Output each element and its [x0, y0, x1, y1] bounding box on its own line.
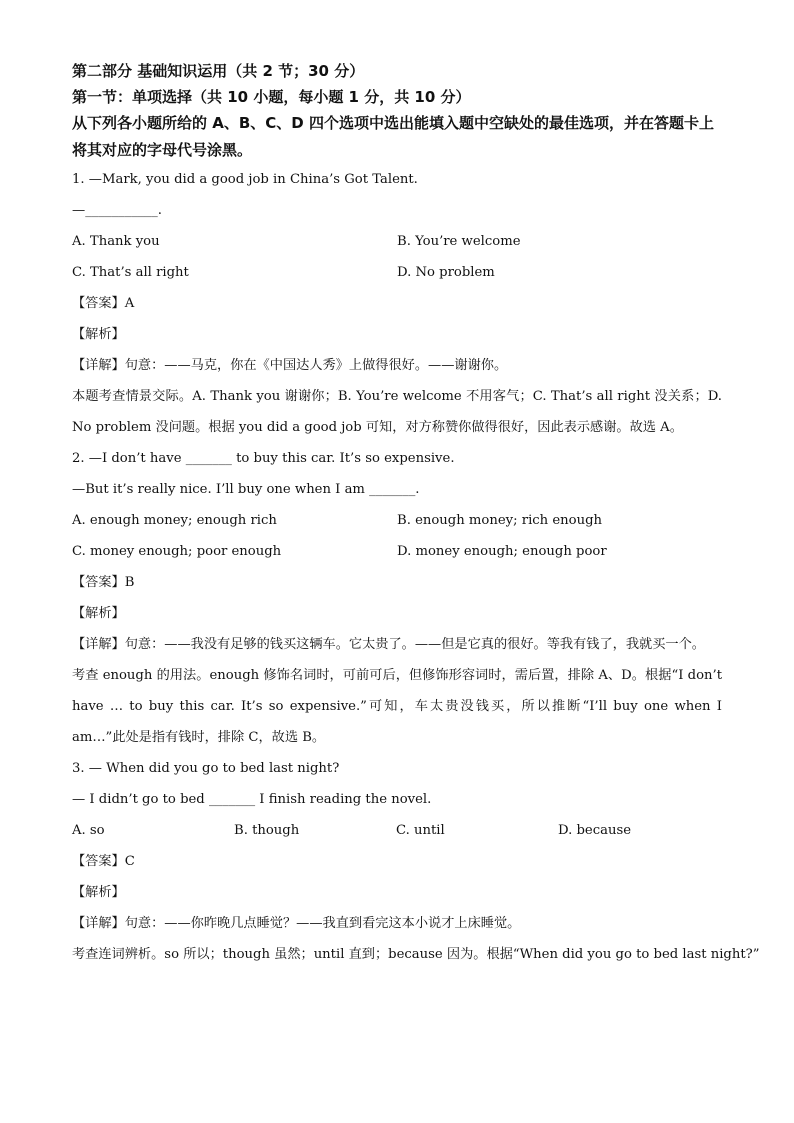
- answer-label: 【答案】: [72, 296, 125, 311]
- option-d: D. No problem: [397, 265, 495, 280]
- question-3-detail-2: 考查连词辨析。so 所以；though 虽然；until 直到；because 因为。根据“When did you go to bed last night?”: [72, 947, 760, 962]
- option-a: A. enough money; enough rich: [72, 513, 277, 528]
- question-2-detail-1: 【详解】句意：——我没有足够的钱买这辆车。它太贵了。——但是它真的很好。等我有钱了，我就买一个。: [72, 637, 705, 652]
- question-2-options-row-1: [72, 505, 722, 536]
- option-c: C. until: [396, 823, 445, 838]
- option-d: D. money enough; enough poor: [397, 544, 607, 559]
- option-a: A. so: [72, 823, 105, 838]
- question-2-stem-line-1: 2. —I don’t have _______ to buy this car. It’s so expensive.: [72, 451, 455, 466]
- answer-label: 【答案】: [72, 854, 125, 869]
- answer-value: B: [124, 575, 135, 590]
- option-a: A. Thank you: [72, 234, 160, 249]
- option-b: B. though: [234, 823, 300, 838]
- question-3: [72, 753, 760, 970]
- answer-value: A: [124, 296, 135, 311]
- question-2-options-row-2: [72, 536, 722, 567]
- question-1-stem-line-2: —___________.: [72, 203, 162, 218]
- question-1-stem-line-1: 1. —Mark, you did a good job in China’s Got Talent.: [72, 172, 418, 187]
- question-1-answer: [72, 288, 722, 319]
- question-3-stem-line-2: — I didn’t go to bed _______ I finish reading the novel.: [72, 792, 432, 807]
- analysis-label: 【解析】: [72, 606, 125, 621]
- option-b: B. You’re welcome: [397, 234, 521, 249]
- question-2-detail-2: 考查 enough 的用法。enough 修饰名词时，可前可后，但修饰形容词时，需后置，排除 A、D。根据“I don’t have … to buy this car. It’s so expensive.”可知，车太贵没钱买，所以推断“I’ll buy one when I am…”此处是指有钱时，排除 C，故选 B。: [72, 668, 722, 745]
- answer-value: C: [124, 854, 135, 869]
- option-d: D. because: [558, 823, 632, 838]
- question-3-detail-1: 【详解】句意：——你昨晚几点睡觉？——我直到看完这本小说才上床睡觉。: [72, 916, 521, 931]
- question-2-analysis-label: [72, 598, 722, 629]
- question-3-answer: [72, 846, 722, 877]
- option-c: C. That’s all right: [72, 265, 189, 280]
- option-b: B. enough money; rich enough: [397, 513, 603, 528]
- analysis-label: 【解析】: [72, 885, 125, 900]
- question-1-detail-2: 本题考查情景交际。A. Thank you 谢谢你；B. You’re welcome 不用客气；C. That’s all right 没关系；D. No problem 没问题。根据 you did a good job 可知，对方称赞你做得很好，因此表示感谢。故选 A。: [72, 389, 722, 435]
- question-3-stem-line-1: 3. — When did you go to bed last night?: [72, 761, 340, 776]
- question-1-detail-1: 【详解】句意：——马克，你在《中国达人秀》上做得很好。——谢谢你。: [72, 358, 508, 373]
- question-3-options-row: [72, 815, 722, 846]
- question-2-answer: [72, 567, 722, 598]
- answer-label: 【答案】: [72, 575, 125, 590]
- document-page: [72, 58, 760, 970]
- question-2: [72, 443, 722, 753]
- analysis-label: 【解析】: [72, 327, 125, 342]
- option-c: C. money enough; poor enough: [72, 544, 282, 559]
- question-1-analysis-label: [72, 319, 722, 350]
- section-title: 第二部分 基础知识运用（共 2 节；30 分）: [72, 62, 365, 80]
- question-1-options-row-2: [72, 257, 722, 288]
- question-2-stem-line-2: —But it’s really nice. I’ll buy one when I am _______.: [72, 482, 420, 497]
- instructions: 从下列各小题所给的 A、B、C、D 四个选项中选出能填入题中空缺处的最佳选项，并在答题卡上将其对应的字母代号涂黑。: [72, 114, 714, 159]
- question-3-analysis-label: [72, 877, 722, 908]
- question-1: [72, 164, 722, 443]
- subsection-title: 第一节：单项选择（共 10 小题，每小题 1 分，共 10 分）: [72, 88, 471, 106]
- question-1-options-row-1: [72, 226, 722, 257]
